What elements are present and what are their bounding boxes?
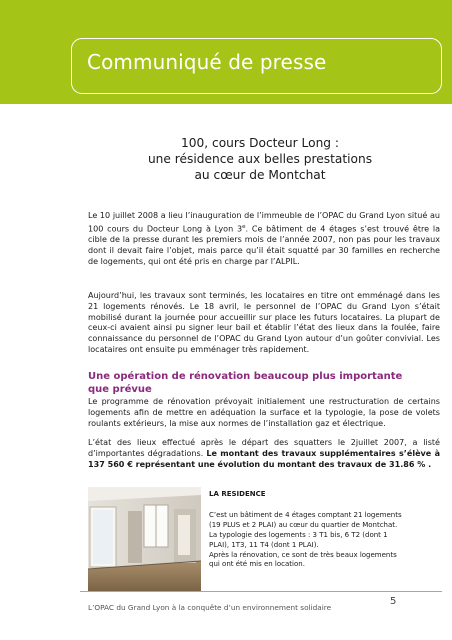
intro-text-a: Le 10 juillet 2008 a lieu l’inauguration de l’immeuble de l’OPAC du Grand Lyon situé au 100 cours du Docteur Long à Lyon 3 xyxy=(88,211,440,234)
residence-line-6: qui ont été mis en location. xyxy=(209,560,305,569)
title-frame xyxy=(71,38,442,94)
cost-highlight: Le montant des travaux supplémentaires s’élève à 137 560 € représentant une évolution du montant des travaux de 31.86 % . xyxy=(88,448,440,469)
works-paragraph: Aujourd’hui, les travaux sont terminés, les locataires en titre ont emménagé dans les 21 logements rénovés. Le 18 avril, le personnel de l’OPAC du Grand Lyon s’était mobilisé durant la journée pour accueillir sur place les futurs locataires. La plupart de ceux-ci avaient ainsi pu signer leur bail et établir l’état des lieux dans la foulée, faire connaissance du personnel de l’OPAC du Grand Lyon autour d’un goûter convivial. Les locataires ont ensuite pu emménager très rapidement. xyxy=(88,291,440,354)
page-title: Communiqué de presse xyxy=(87,50,327,74)
headline-line-1: 100, cours Docteur Long : xyxy=(180,136,340,150)
residence-line-5: Après la rénovation, ce sont de très beaux logements xyxy=(209,550,397,559)
footer-divider xyxy=(80,591,442,592)
section-heading xyxy=(88,371,448,396)
cost-paragraph xyxy=(88,438,440,470)
programme-paragraph: Le programme de rénovation prévoyait initialement une restructuration de certains logements afin de mettre en adéquation la surface et la typologie, la pose de volets roulants extérieurs, la mise aux normes de l’installation gaz et électrique. xyxy=(88,397,440,428)
page-number: 5 xyxy=(390,596,397,607)
section-heading-line-2: que prévue xyxy=(88,383,152,395)
residence-line-4: PLAI), 1T3, 11 T4 (dont 1 PLAI). xyxy=(209,540,319,549)
headline-line-3: au cœur de Montchat xyxy=(194,168,326,182)
residence-line-2: (19 PLUS et 2 PLAI) au cœur du quartier de Montchat. xyxy=(209,520,398,529)
apartment-photo xyxy=(88,487,201,592)
headline xyxy=(80,135,440,183)
intro-text-b: . Ce bâtiment de 4 étages s’est trouvé être la cible de la presse durant les premiers mois de l’année 2007, non pas pour les travaux dont il devait faire l’objet, mais parce qu’il était squatté par 30 familles en recherche de logements, qui ont été pris en charge par l’ALPIL. xyxy=(88,224,441,266)
arrondissement-superscript: e xyxy=(242,223,246,230)
headline-line-2: une résidence aux belles prestations xyxy=(147,152,373,166)
header-banner xyxy=(0,0,452,104)
residence-line-1: C’est un bâtiment de 4 étages comptant 21 logements xyxy=(209,510,402,519)
residence-caption xyxy=(209,490,444,570)
residence-line-3: La typologie des logements : 3 T1 bis, 6 T2 (dont 1 xyxy=(209,530,388,539)
residence-title: LA RESIDENCE xyxy=(209,490,266,498)
section-heading-line-1: Une opération de rénovation beaucoup plus importante xyxy=(88,371,403,382)
cost-text: L’état des lieux effectué après le départ des squatters le 2juillet 2007, a listé d’importantes dégradations. xyxy=(88,438,440,458)
intro-paragraph xyxy=(88,211,440,268)
footer-text: L’OPAC du Grand Lyon à la conquête d’un environnement solidaire xyxy=(88,603,332,612)
